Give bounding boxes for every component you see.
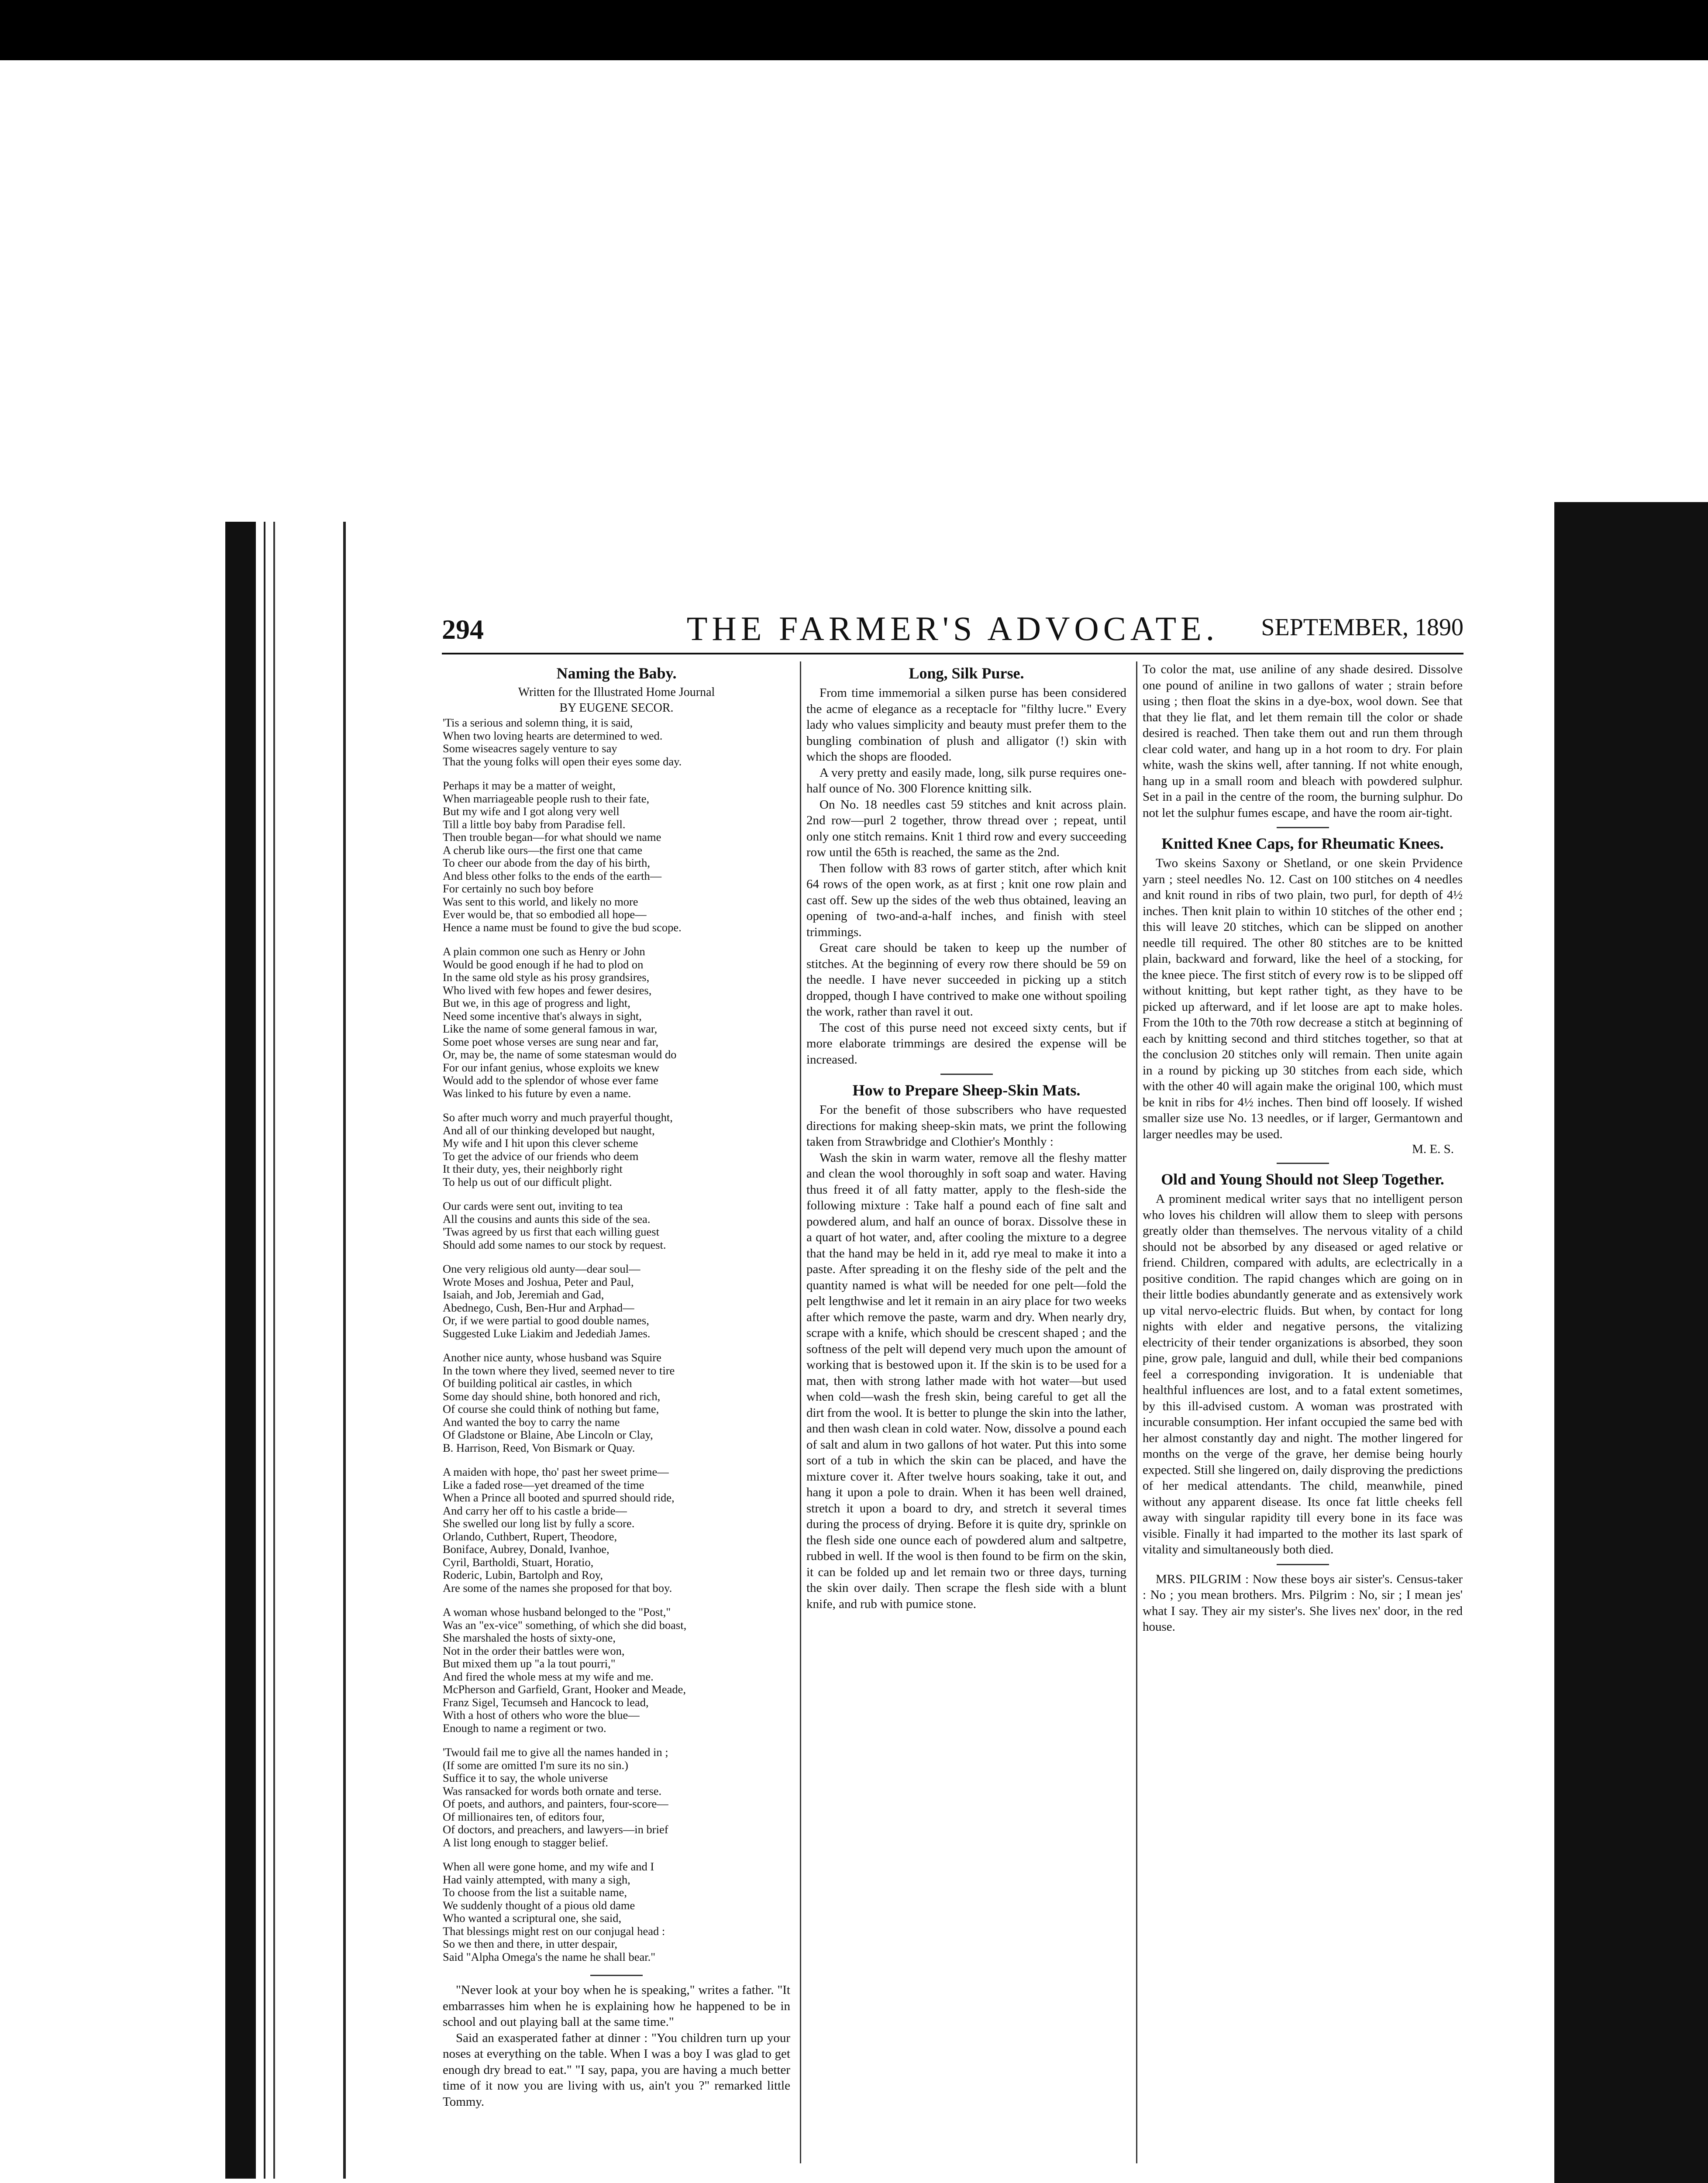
article-body-mats [806, 1102, 1126, 1612]
column-left [437, 661, 795, 2163]
divider [1277, 827, 1329, 828]
paragraph: For the benefit of those subscribers who have requested directions for making sheep-skin mats, we print the following taken from Strawbridge and Clothier's Monthly : [806, 1103, 1126, 1149]
page-edges [256, 522, 343, 2179]
column-middle [800, 661, 1132, 2163]
poem-stanza: Our cards were sent out, inviting to tea All the cousins and aunts this side of the sea. 'Twas agreed by us first that each willing guest Should add some names to our stock by request. [443, 1199, 666, 1251]
article-title-mats: How to Prepare Sheep-Skin Mats. [852, 1081, 1081, 1099]
paragraph: From time immemorial a silken purse has been considered the acme of elegance as a receptacle for "filthy lucre." Every lady who values simplicity and beauty must prefer them to the bungling combination of plush and alligator (!) skin with which the shops are flooded. [806, 686, 1126, 764]
paragraph: On No. 18 needles cast 59 stitches and knit across plain. 2nd row—purl 2 together, throw thread over ; repeat, until only one stitch remains. Knit 1 third row and every succeeding row until the 65th is reached, the same as the 2nd. [806, 797, 1126, 859]
poem-author: BY EUGENE SECOR. [559, 701, 674, 715]
paragraph: Two skeins Saxony or Shetland, or one skein Prvidence yarn ; steel needles No. 12. Cast on 100 stitches on 4 needles and knit round in ribs of two plain, two purl, for depth of 4½ inches. Then knit plain to within 10 stitches of the other end ; this will leave 20 stitches, which can be slipped on another needle till required. The other 80 stitches are to be knitted plain, backward and forward, like the heel of a stocking, for the knee piece. The first stitch of every row is to be slipped off without knitting, but kept rather tight, as they have to be picked up afterward, and if let loose are apt to make holes. From the 10th to the 70th row decrease a stitch at beginning of each by knitting second and third stitches together, so that at the conclusion 20 stitches only will remain. Then unite again in a round by picking up 30 stitches from each side, which with the other 40 will again make the original 100, which must be knit in ribs for 4½ inches. Then bind off loosely. If wished smaller size use No. 13 needles, or if larger, Germantown and larger needles may be used. [1143, 856, 1463, 1141]
paragraph: The cost of this purse need not exceed sixty cents, but if more elaborate trimmings are desired the expense will be increased. [806, 1020, 1126, 1067]
article-body-purse [806, 685, 1126, 1067]
poem-stanza: 'Tis a serious and solemn thing, it is said, When two loving hearts are determined to wed. Some wiseacres sagely venture to say That the young folks will open their eyes some day. [443, 716, 682, 768]
newspaper-page [343, 522, 1519, 2179]
divider [1277, 1163, 1329, 1164]
paragraph: To color the mat, use aniline of any shade desired. Dissolve one pound of aniline in two gallons of water ; strain before using ; then float the skins in a dye-box, wool down. See that that they lie flat, and let them remain till the color or shade desired is reached. Then take them out and run them through clear cold water, and hang up in a hot room to dry. For plain white, wash the skins well, after tanning. If not white enough, hang up in a small room and bleach with powdered sulphur. Set in a pail in the centre of the room, the burning sulphur. Do not let the sulphur fumes escape, and have the room air-tight. [1143, 662, 1463, 820]
poem-stanza: Perhaps it may be a matter of weight, When marriageable people rush to their fate, But my wife and I got along very well Till a little boy baby from Paradise fell. Then trouble began—for what should we name A cherub like ours—the first one that came To cheer our abode from the day of his birth, And bless other folks to the ends of the earth— For certainly no such boy before Was sent to this world, and likely no more Ever would be, that so embodied all hope— Hence a name must be found to give the bud scope. [443, 779, 682, 934]
paragraph: Then follow with 83 rows of garter stitch, after which knit 64 rows of the open work, as at first ; knit one row plain and cast off. Sew up the sides of the web thus obtained, leaving an opening of two-and-a-half inches, and finish with steel trimmings. [806, 861, 1126, 939]
paragraph: A prominent medical writer says that no intelligent person who loves his children will allow them to sleep with persons greatly older than themselves. The nervous vitality of a child should not be absorbed by any diseased or aged relative or friend. Children, compared with adults, are eclectrically in a positive condition. The rapid changes which are going on in their little bodies abundantly generate and as extensively work up vital nervo-electric fluids. But when, by contact for long nights with elder and negative persons, the vitalizing electricity of their tender organizations is absorbed, they soon pine, grow pale, languid and dull, while their bed companions feel a corresponding invigoration. It is undeniable that healthful influences are lost, and to a fatal extent sometimes, by this ill-advised custom. A woman was prostrated with incurable consumption. Her infant occupied the same bed with her almost constantly day and night. The mother lingered for months on the verge of the grave, her demise being hourly expected. Still she lingered on, daily disproving the predictions of her medical attendants. The child, meanwhile, pined without any apparent disease. Its once fat little cheeks fell away with singular rapidity till every bone in its face was visible. Finally it had imparted to the mother its last spark of vitality and simultaneously both died. [1143, 1192, 1463, 1556]
paragraph: A very pretty and easily made, long, silk purse requires one-half ounce of No. 300 Florence knitting silk. [806, 765, 1126, 795]
poem-stanza: One very religious old aunty—dear soul— Wrote Moses and Joshua, Peter and Paul, Isaiah, and Job, Jeremiah and Gad, Abednego, Cush, Ben-Hur and Arphad— Or, if we were partial to good double names, Suggested Luke Liakim and Jedediah James. [443, 1262, 651, 1340]
scan-dark-margin [1554, 502, 1708, 2183]
paragraph: Great care should be taken to keep up the number of stitches. At the beginning of every row there should be 59 on the needle. I have never succeeded in picking up a stitch dropped, though I have contrived to make one without spoiling the work, rather than ravel it out. [806, 941, 1126, 1019]
poem-title: Naming the Baby. [556, 665, 677, 682]
poem-source: Written for the Illustrated Home Journal [518, 685, 715, 699]
poem-stanza: A plain common one such as Henry or John Would be good enough if he had to plod on In the same old style as his prosy grandsires, Who lived with few hopes and fewer desires, But we, in this age of progress and light, Need some incentive that's always in sight, Like the name of some general famous in war, Some poet whose verses are sung near and far, Or, may be, the name of some statesman would do For our infant genius, whose exploits we knew Would add to the splendor of whose ever fame Was linked to his future by even a name. [443, 945, 677, 1100]
poem-stanza: When all were gone home, and my wife and I Had vainly attempted, with many a sigh, To choose from the list a suitable name, We suddenly thought of a pious old dame Who wanted a scriptural one, she said, That blessings might rest on our conjugal head : So we then and there, in utter despair, Said "Alpha Omega's the name he shall bear." [443, 1860, 665, 1963]
article-body-sleep [1143, 1191, 1463, 1558]
anecdotes [443, 1982, 790, 2110]
poem-stanza: Another nice aunty, whose husband was Squire In the town where they lived, seemed never to tire Of building political air castles, in which Some day should shine, both honored and rich, Of course she could think of nothing but fame, And wanted the boy to carry the name Of Gladstone or Blaine, Abe Lincoln or Clay, B. Harrison, Reed, Von Bismark or Quay. [443, 1351, 675, 1454]
anecdote-paragraph: "Never look at your boy when he is speaking," writes a father. "It embarrasses him when he is explaining how he happened to be in school and out playing ball at the same time." [443, 1983, 790, 2029]
poem-stanza: 'Twould fail me to give all the names handed in ; (If some are omitted I'm sure its no sin.) Suffice it to say, the whole universe Was ransacked for words both ornate and terse. Of poets, and authors, and painters, four-score— Of millionaires ten, of editors four, Of doctors, and preachers, and lawyers—in brief A list long enough to stagger belief. [443, 1746, 668, 1849]
divider [1277, 1564, 1329, 1565]
poem-body [443, 716, 790, 1963]
anecdote-paragraph: Said an exasperated father at dinner : "You children turn up your noses at everything on the table. When I was a boy I was glad to get enough dry bread to eat." "I say, papa, you are having a much better time of it now you are living with us, ain't you ?" remarked little Tommy. [443, 2031, 790, 2109]
article-signature: M. E. S. [1412, 1142, 1454, 1156]
poem-stanza: A maiden with hope, tho' past her sweet prime— Like a faded rose—yet dreamed of the time When a Prince all booted and spurred should ride, And carry her off to his castle a bride— She swelled our long list by fully a score. Orlando, Cuthbert, Rupert, Theodore, Boniface, Aubrey, Donald, Ivanhoe, Cyril, Bartholdi, Stuart, Horatio, Roderic, Lubin, Bartolph and Roy, Are some of the names she proposed for that boy. [443, 1465, 675, 1594]
joke [1143, 1571, 1463, 1635]
column-right [1136, 661, 1468, 2163]
header-rule [442, 653, 1464, 654]
page-number: 294 [442, 614, 484, 645]
divider [940, 1074, 993, 1075]
article-title-sleep: Old and Young Should not Sleep Together. [1161, 1171, 1444, 1188]
issue-date: SEPTEMBER, 1890 [1261, 614, 1464, 641]
article-title-purse: Long, Silk Purse. [909, 665, 1024, 682]
divider [590, 1975, 643, 1976]
book-spine [225, 522, 256, 2179]
paragraph: Wash the skin in warm water, remove all the fleshy matter and clean the wool thoroughly in soft soap and water. Having thus freed it of all fatty matter, apply to the flesh-side the following mixture : Take half a pound each of fine salt and powdered alum, and half an ounce of borax. Dissolve these in a quart of hot water, and, after cooling the mixture to a degree that the hand may be held in it, add rye meal to make it into a paste. After spreading it on the fleshy side of the pelt and the quantity named is what will be needed for one pelt—fold the pelt lengthwise and let it remain in an airy place for two weeks after which remove the paste, warm and dry. When nearly dry, scrape with a knife, which should be crescent shaped ; and the softness of the pelt will depend very much upon the amount of working that is bestowed upon it. If the skin is to be used for a mat, then with strong lather made with hot water—but used when cold—wash the fresh skin, being careful to get all the dirt from the wool. It is better to plunge the skin into the lather, and then wash clean in cold water. Now, dissolve a pound each of salt and alum in two gallons of hot water. Put this into some sort of a tub in which the skin can be placed, and have the mixture cover it. After twelve hours soaking, take it out, and hang it upon a pole to drain. When it has been well drained, stretch it upon a board to dry, and stretch it several times during the process of drying. Before it is quite dry, sprinkle on the flesh side one ounce each of powdered alum and saltpetre, rubbed in well. If the wool is then found to be firm on the skin, it can be folded up and let remain two or three days, turning the skin over daily. Then scrape the flesh side with a blunt knife, and rub with pumice stone. [806, 1150, 1126, 1611]
paragraph: MRS. PILGRIM : Now these boys air sister's. Census-taker : No ; you mean brothers. Mrs. Pilgrim : No, sir ; I mean jes' what I say. They air my sister's. She lives nex' door, in the red house. [1143, 1572, 1463, 1634]
article-body-mats-continued [1143, 661, 1463, 821]
page-header [442, 609, 1464, 648]
masthead: THE FARMER'S ADVOCATE. [686, 609, 1219, 647]
poem-stanza: A woman whose husband belonged to the "Post," Was an "ex-vice" something, of which she did boast, She marshaled the hosts of sixty-one, Not in the order their battles were won, But mixed them up "a la tout pourri," And fired the whole mess at my wife and me. McPherson and Garfield, Grant, Hooker and Meade, Franz Sigel, Tecumseh and Hancock to lead, With a host of others who wore the blue— Enough to name a regiment or two. [443, 1605, 687, 1735]
poem-stanza: So after much worry and much prayerful thought, And all of our thinking developed but naught, My wife and I hit upon this clever scheme To get the advice of our friends who deem It their duty, yes, their neighborly right To help us out of our difficult plight. [443, 1111, 673, 1188]
article-body-knee-caps [1143, 855, 1463, 1142]
article-title-knee-caps: Knitted Knee Caps, for Rheumatic Knees. [1161, 835, 1444, 852]
